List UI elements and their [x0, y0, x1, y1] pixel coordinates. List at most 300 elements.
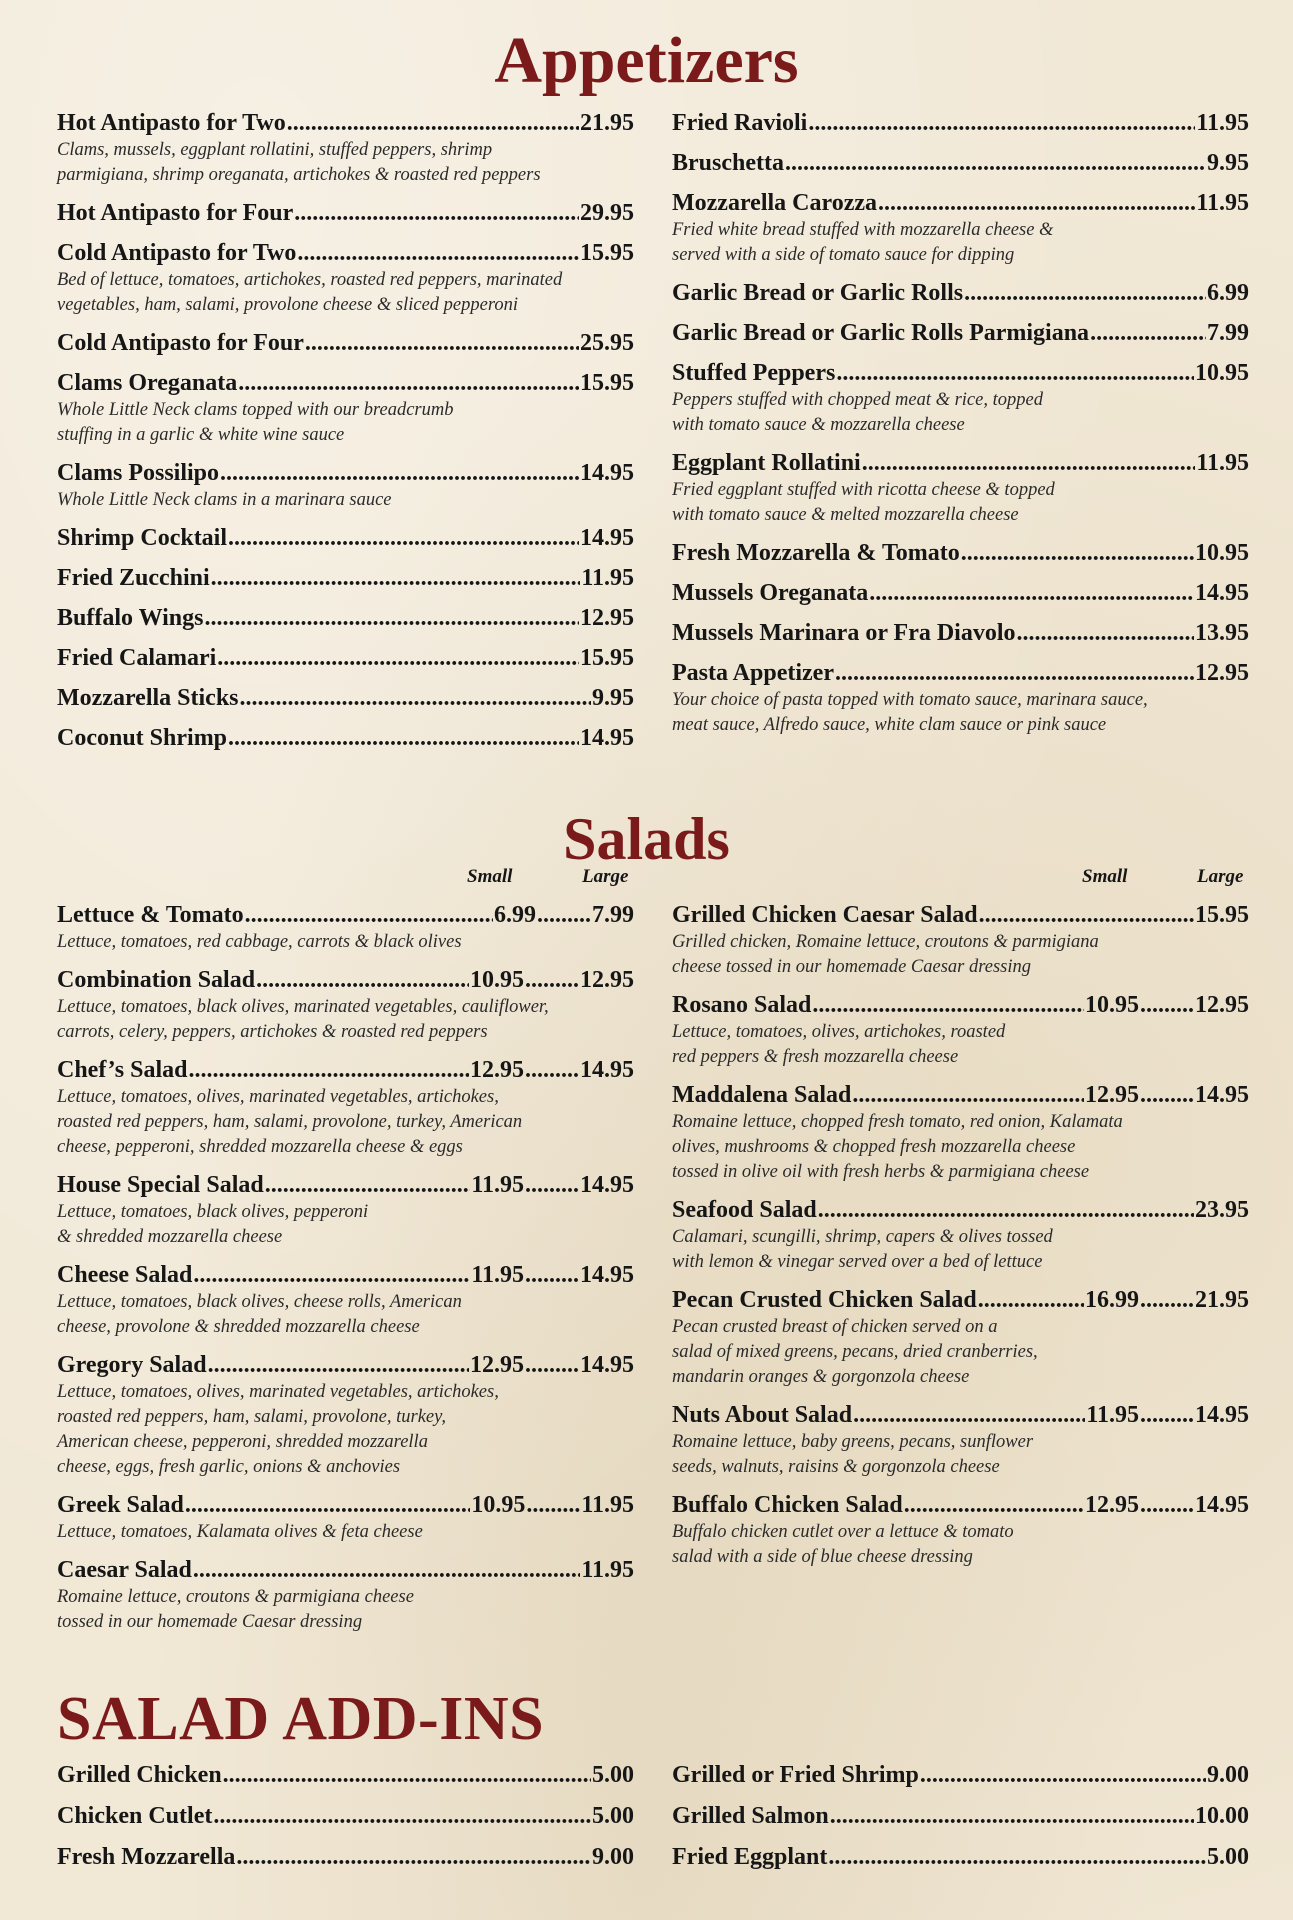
price-small: 10.95 [471, 1492, 526, 1518]
appetizers-heading: Appetizers [494, 24, 799, 97]
dot-leader [526, 1490, 580, 1520]
dot-leader [852, 1080, 1084, 1110]
dot-leader [828, 1842, 1206, 1872]
item-price: 9.95 [592, 685, 634, 711]
item-description: roasted red peppers, ham, salami, provolone, turkey, [57, 1407, 446, 1427]
item-name: Chicken Cutlet [57, 1803, 213, 1829]
addins-right-column [672, 1760, 1249, 1883]
dot-leader [240, 683, 591, 713]
item-name: Garlic Bread or Garlic Rolls [672, 280, 964, 306]
item-description: Buffalo chicken cutlet over a lettuce & tomato [672, 1522, 1014, 1542]
menu-item-row [57, 1260, 634, 1290]
item-description: Peppers stuffed with chopped meat & rice, topped [672, 390, 1043, 410]
item-name: Gregory Salad [57, 1352, 207, 1378]
dot-leader [1140, 1490, 1194, 1520]
menu-item-row [57, 368, 634, 398]
item-price: 12.95 [580, 605, 634, 631]
item-description: mandarin oranges & gorgonzola cheese [672, 1367, 970, 1387]
item-name: House Special Salad [57, 1172, 264, 1198]
item-price: 21.95 [580, 110, 634, 136]
item-price: 6.99 [1207, 280, 1249, 306]
menu-item-row [672, 318, 1249, 348]
salad-addins-heading: SALAD ADD-INS [57, 1685, 545, 1753]
item-description: Grilled chicken, Romaine lettuce, croutons & parmigiana [672, 932, 1099, 952]
item-name: Chef’s Salad [57, 1057, 188, 1083]
menu-item-mozzarella-sticks [57, 683, 634, 713]
item-name: Lettuce & Tomato [57, 902, 244, 928]
dot-leader [818, 1195, 1194, 1225]
item-price: 15.95 [580, 645, 634, 671]
item-description: roasted red peppers, ham, salami, provolone, turkey, American [57, 1112, 523, 1132]
price-large: 12.95 [1195, 992, 1249, 1018]
item-name: Bruschetta [672, 150, 784, 176]
item-description: stuffing in a garlic & white wine sauce [57, 425, 345, 445]
item-name: Grilled Chicken [57, 1762, 222, 1788]
dot-leader [256, 965, 469, 995]
menu-item-row [672, 1080, 1249, 1110]
item-name: Mussels Oreganata [672, 580, 869, 606]
item-description: Lettuce, tomatoes, black olives, marinated vegetables, cauliflower, [57, 997, 549, 1017]
menu-item-row [672, 448, 1249, 478]
dot-leader [853, 1400, 1085, 1430]
menu-item-pecan-crusted-chicken-salad [672, 1285, 1249, 1390]
menu-item-grilled-chicken-caesar-salad [672, 900, 1249, 980]
item-name: Pecan Crusted Chicken Salad [672, 1287, 977, 1313]
item-name: Seafood Salad [672, 1197, 817, 1223]
menu-item-rosano-salad [672, 990, 1249, 1070]
size-header-large-right: Large [1197, 866, 1244, 887]
menu-item-grilled-chicken [57, 1760, 634, 1790]
menu-item-row [57, 1170, 634, 1200]
item-description: Romaine lettuce, baby greens, pecans, sunflower [672, 1432, 1034, 1452]
menu-item-clams-oreganata [57, 368, 634, 448]
item-description: cheese, provolone & shredded mozzarella cheese [57, 1317, 420, 1337]
item-price: 12.95 [1195, 660, 1249, 686]
item-description: Fried eggplant stuffed with ricotta cheese & topped [672, 480, 1055, 500]
dot-leader [525, 1350, 579, 1380]
item-price: 10.95 [1195, 540, 1249, 566]
item-price: 15.95 [580, 370, 634, 396]
item-description: meat sauce, Alfredo sauce, white clam sauce or pink sauce [672, 715, 1107, 735]
menu-item-chicken-cutlet [57, 1801, 634, 1831]
item-name: Garlic Bread or Garlic Rolls Parmigiana [672, 320, 1090, 346]
dot-leader [211, 563, 581, 593]
menu-item-row [57, 1760, 634, 1790]
price-large: 11.95 [581, 1492, 634, 1518]
menu-item-combination-salad [57, 965, 634, 1045]
item-description: Fried white bread stuffed with mozzarella cheese & [672, 220, 1054, 240]
dot-leader [1140, 1080, 1194, 1110]
item-name: Cheese Salad [57, 1262, 193, 1288]
dot-leader [1140, 990, 1194, 1020]
menu-item-row [57, 328, 634, 358]
item-price: 7.99 [1207, 320, 1249, 346]
menu-item-row [672, 1285, 1249, 1315]
item-description: vegetables, ham, salami, provolone cheese & sliced pepperoni [57, 295, 519, 315]
menu-item-row [672, 1760, 1249, 1790]
menu-item-greek-salad [57, 1490, 634, 1545]
price-large: 14.95 [580, 1057, 634, 1083]
item-price: 5.00 [1207, 1844, 1249, 1870]
item-name: Greek Salad [57, 1492, 184, 1518]
dot-leader [537, 900, 591, 930]
menu-item-row [57, 458, 634, 488]
item-description: with tomato sauce & melted mozzarella cheese [672, 505, 1019, 525]
item-name: Stuffed Peppers [672, 360, 836, 386]
item-name: Grilled Salmon [672, 1803, 829, 1829]
item-description: Lettuce, tomatoes, olives, marinated vegetables, artichokes, [57, 1382, 499, 1402]
item-description: served with a side of tomato sauce for dipping [672, 245, 1015, 265]
dot-leader [525, 965, 579, 995]
dot-leader [808, 108, 1195, 138]
price-small: 16.99 [1085, 1287, 1139, 1313]
menu-item-grilled-salmon [672, 1801, 1249, 1831]
appetizers-right-column [672, 108, 1249, 748]
dot-leader [265, 1170, 471, 1200]
dot-leader [188, 1055, 469, 1085]
item-description: Bed of lettuce, tomatoes, artichokes, roasted red peppers, marinated [57, 270, 563, 290]
item-description: tossed in our homemade Caesar dressing [57, 1612, 363, 1632]
menu-item-row [672, 278, 1249, 308]
item-description: Lettuce, tomatoes, olives, artichokes, roasted [672, 1022, 1006, 1042]
menu-item-row [57, 523, 634, 553]
dot-leader [869, 578, 1194, 608]
appetizers-left-column [57, 108, 634, 763]
menu-item-cold-antipasto-for-two [57, 238, 634, 318]
price-small: 12.95 [470, 1057, 524, 1083]
item-description: cheese, eggs, fresh garlic, onions & anchovies [57, 1457, 401, 1477]
menu-item-stuffed-peppers [672, 358, 1249, 438]
dot-leader [525, 1055, 579, 1085]
addins-left-column [57, 1760, 634, 1883]
item-name: Fresh Mozzarella & Tomato [672, 540, 960, 566]
menu-item-fresh-mozzarella [57, 1842, 634, 1872]
menu-item-cold-antipasto-for-four [57, 328, 634, 358]
dot-leader [978, 1285, 1084, 1315]
menu-item-pasta-appetizer [672, 658, 1249, 738]
menu-item-fried-eggplant [672, 1842, 1249, 1872]
price-large: 14.95 [580, 1172, 634, 1198]
salads-right-column [672, 900, 1249, 1580]
menu-item-row [672, 148, 1249, 178]
dot-leader [287, 108, 579, 138]
dot-leader [964, 278, 1206, 308]
price-small: 12.95 [470, 1352, 524, 1378]
menu-item-caesar-salad [57, 1555, 634, 1635]
dot-leader [205, 603, 580, 633]
menu-item-chef-s-salad [57, 1055, 634, 1160]
item-name: Nuts About Salad [672, 1402, 853, 1428]
size-header-large-left: Large [582, 866, 629, 887]
item-name: Rosano Salad [672, 992, 812, 1018]
menu-item-row [57, 1350, 634, 1380]
item-price: 29.95 [580, 200, 634, 226]
price-small: 10.95 [470, 967, 524, 993]
item-name: Combination Salad [57, 967, 256, 993]
item-description: red peppers & fresh mozzarella cheese [672, 1047, 959, 1067]
menu-item-coconut-shrimp [57, 723, 634, 753]
item-name: Pasta Appetizer [672, 660, 834, 686]
item-description: Pecan crusted breast of chicken served on a [672, 1317, 998, 1337]
item-price: 10.95 [1195, 360, 1249, 386]
item-description: Whole Little Neck clams in a marinara sauce [57, 490, 392, 510]
item-price: 9.00 [1207, 1762, 1249, 1788]
menu-item-clams-possilipo [57, 458, 634, 513]
dot-leader [525, 1170, 579, 1200]
dot-leader [525, 1260, 579, 1290]
price-large: 23.95 [1195, 1197, 1249, 1223]
menu-item-cheese-salad [57, 1260, 634, 1340]
menu-item-row [672, 1490, 1249, 1520]
item-description: seeds, walnuts, raisins & gorgonzola cheese [672, 1457, 1000, 1477]
item-price: 9.00 [592, 1844, 634, 1870]
item-description: salad of mixed greens, pecans, dried cranberries, [672, 1342, 1038, 1362]
dot-leader [223, 1760, 591, 1790]
item-name: Shrimp Cocktail [57, 525, 228, 551]
item-name: Coconut Shrimp [57, 725, 228, 751]
dot-leader [1090, 318, 1206, 348]
item-description: salad with a side of blue cheese dressing [672, 1547, 973, 1567]
dot-leader [297, 238, 579, 268]
menu-item-eggplant-rollatini [672, 448, 1249, 528]
item-name: Clams Possilipo [57, 460, 220, 486]
menu-item-row [57, 198, 634, 228]
dot-leader [236, 1842, 591, 1872]
item-description: Lettuce, tomatoes, black olives, cheese rolls, American [57, 1292, 462, 1312]
menu-item-mussels-oreganata [672, 578, 1249, 608]
price-small: 11.95 [471, 1262, 524, 1288]
menu-item-row [672, 990, 1249, 1020]
item-description: Lettuce, tomatoes, red cabbage, carrots & black olives [57, 932, 462, 952]
menu-item-mozzarella-carozza [672, 188, 1249, 268]
menu-item-fried-calamari [57, 643, 634, 673]
menu-item-row [57, 603, 634, 633]
menu-item-hot-antipasto-for-two [57, 108, 634, 188]
item-description: Lettuce, tomatoes, olives, marinated vegetables, artichokes, [57, 1087, 499, 1107]
size-header-small-right: Small [1082, 866, 1128, 887]
menu-item-row [57, 1055, 634, 1085]
price-large: 14.95 [580, 1352, 634, 1378]
menu-item-seafood-salad [672, 1195, 1249, 1275]
item-name: Mussels Marinara or Fra Diavolo [672, 620, 1016, 646]
item-price: 13.95 [1195, 620, 1249, 646]
menu-item-row [57, 108, 634, 138]
menu-item-grilled-or-fried-shrimp [672, 1760, 1249, 1790]
salads-heading: Salads [563, 806, 730, 872]
dot-leader [217, 643, 579, 673]
menu-item-fried-zucchini [57, 563, 634, 593]
item-name: Clams Oreganata [57, 370, 238, 396]
dot-leader [185, 1490, 470, 1520]
menu-item-maddalena-salad [672, 1080, 1249, 1185]
dot-leader [836, 358, 1194, 388]
item-name: Buffalo Wings [57, 605, 204, 631]
item-description: Clams, mussels, eggplant rollatini, stuffed peppers, shrimp [57, 140, 493, 160]
price-small: 12.95 [1085, 1082, 1139, 1108]
menu-item-row [672, 900, 1249, 930]
price-large: 14.95 [1195, 1402, 1249, 1428]
menu-item-bruschetta [672, 148, 1249, 178]
dot-leader [812, 990, 1084, 1020]
item-description: carrots, celery, peppers, artichokes & roasted red peppers [57, 1022, 488, 1042]
menu-item-row [672, 358, 1249, 388]
salads-left-column [57, 900, 634, 1645]
menu-item-row [57, 965, 634, 995]
price-large: 14.95 [1195, 1492, 1249, 1518]
price-small: 12.95 [1085, 1492, 1139, 1518]
dot-leader [228, 523, 579, 553]
menu-item-gregory-salad [57, 1350, 634, 1480]
item-price: 14.95 [580, 725, 634, 751]
dot-leader [878, 188, 1195, 218]
item-description: Romaine lettuce, chopped fresh tomato, red onion, Kalamata [672, 1112, 1123, 1132]
item-description: Calamari, scungilli, shrimp, capers & olives tossed [672, 1227, 1053, 1247]
size-header-small-left: Small [467, 866, 513, 887]
price-small: 6.99 [494, 902, 536, 928]
item-description: Your choice of pasta topped with tomato sauce, marinara sauce, [672, 690, 1148, 710]
menu-item-garlic-bread-or-garlic-rolls-parmigiana [672, 318, 1249, 348]
menu-item-fried-ravioli [672, 108, 1249, 138]
menu-item-mussels-marinara-or-fra-diavolo [672, 618, 1249, 648]
item-price: 14.95 [580, 525, 634, 551]
item-name: Caesar Salad [57, 1557, 192, 1583]
dot-leader [979, 900, 1194, 930]
item-description: & shredded mozzarella cheese [57, 1227, 283, 1247]
menu-item-buffalo-wings [57, 603, 634, 633]
item-price: 14.95 [1195, 580, 1249, 606]
menu-item-hot-antipasto-for-four [57, 198, 634, 228]
menu-item-row [672, 578, 1249, 608]
menu-item-row [672, 538, 1249, 568]
item-name: Fried Eggplant [672, 1844, 828, 1870]
item-description: Romaine lettuce, croutons & parmigiana cheese [57, 1587, 414, 1607]
dot-leader [785, 148, 1206, 178]
price-small: 11.95 [1086, 1402, 1139, 1428]
item-description: Whole Little Neck clams topped with our breadcrumb [57, 400, 454, 420]
menu-item-nuts-about-salad [672, 1400, 1249, 1480]
menu-item-row [57, 563, 634, 593]
item-description: parmigiana, shrimp oreganata, artichokes & roasted red peppers [57, 165, 541, 185]
menu-item-row [57, 900, 634, 930]
price-large: 14.95 [1195, 1082, 1249, 1108]
price-large: 14.95 [580, 1262, 634, 1288]
item-name: Fried Ravioli [672, 110, 808, 136]
price-large: 7.99 [592, 902, 634, 928]
menu-item-garlic-bread-or-garlic-rolls [672, 278, 1249, 308]
dot-leader [294, 198, 579, 228]
price-large: 12.95 [580, 967, 634, 993]
dot-leader [835, 658, 1194, 688]
menu-item-row [672, 188, 1249, 218]
dot-leader [1017, 618, 1194, 648]
item-description: with lemon & vinegar served over a bed of lettuce [672, 1252, 1043, 1272]
menu-item-row [672, 658, 1249, 688]
item-price: 25.95 [580, 330, 634, 356]
dot-leader [862, 448, 1196, 478]
item-name: Fried Calamari [57, 645, 217, 671]
item-price: 15.95 [580, 240, 634, 266]
dot-leader [220, 458, 579, 488]
item-price: 14.95 [580, 460, 634, 486]
price-small: 10.95 [1085, 992, 1139, 1018]
dot-leader [961, 538, 1194, 568]
dot-leader [920, 1760, 1206, 1790]
menu-item-row [57, 238, 634, 268]
item-name: Fried Zucchini [57, 565, 210, 591]
dot-leader [305, 328, 579, 358]
item-description: Lettuce, tomatoes, black olives, pepperoni [57, 1202, 369, 1222]
item-price: 11.95 [1196, 450, 1249, 476]
menu-item-row [672, 1842, 1249, 1872]
item-price: 9.95 [1207, 150, 1249, 176]
item-name: Mozzarella Sticks [57, 685, 239, 711]
item-name: Hot Antipasto for Two [57, 110, 286, 136]
item-name: Fresh Mozzarella [57, 1844, 236, 1870]
menu-item-lettuce-tomato [57, 900, 634, 955]
price-large: 15.95 [1195, 902, 1249, 928]
menu-item-row [57, 1490, 634, 1520]
item-description: Lettuce, tomatoes, Kalamata olives & feta cheese [57, 1522, 423, 1542]
item-description: American cheese, pepperoni, shredded mozzarella [57, 1432, 428, 1452]
item-price: 10.00 [1195, 1803, 1249, 1829]
item-description: cheese, pepperoni, shredded mozzarella cheese & eggs [57, 1137, 463, 1157]
menu-item-shrimp-cocktail [57, 523, 634, 553]
dot-leader [228, 723, 579, 753]
item-name: Buffalo Chicken Salad [672, 1492, 903, 1518]
item-price: 5.00 [592, 1762, 634, 1788]
menu-item-buffalo-chicken-salad [672, 1490, 1249, 1570]
menu-item-row [672, 108, 1249, 138]
item-price: 11.95 [1196, 110, 1249, 136]
dot-leader [193, 1555, 580, 1585]
price-large: 11.95 [581, 1557, 634, 1583]
dot-leader [904, 1490, 1084, 1520]
dot-leader [208, 1350, 469, 1380]
dot-leader [213, 1801, 591, 1831]
dot-leader [193, 1260, 470, 1290]
item-name: Grilled Chicken Caesar Salad [672, 902, 978, 928]
item-name: Eggplant Rollatini [672, 450, 861, 476]
item-price: 5.00 [592, 1803, 634, 1829]
menu-item-row [57, 683, 634, 713]
item-name: Cold Antipasto for Four [57, 330, 304, 356]
menu-item-row [672, 1801, 1249, 1831]
dot-leader [238, 368, 579, 398]
item-name: Cold Antipasto for Two [57, 240, 297, 266]
dot-leader [830, 1801, 1194, 1831]
item-description: cheese tossed in our homemade Caesar dressing [672, 957, 1031, 977]
menu-item-row [57, 723, 634, 753]
menu-item-row [57, 643, 634, 673]
item-description: tossed in olive oil with fresh herbs & parmigiana cheese [672, 1162, 1090, 1182]
menu-item-row [57, 1842, 634, 1872]
dot-leader [1140, 1400, 1194, 1430]
item-description: with tomato sauce & mozzarella cheese [672, 415, 965, 435]
item-name: Maddalena Salad [672, 1082, 852, 1108]
item-name: Hot Antipasto for Four [57, 200, 294, 226]
menu-item-house-special-salad [57, 1170, 634, 1250]
price-small: 11.95 [471, 1172, 524, 1198]
menu-item-row [672, 1195, 1249, 1225]
item-price: 11.95 [1196, 190, 1249, 216]
dot-leader [245, 900, 493, 930]
menu-item-row [672, 618, 1249, 648]
price-large: 21.95 [1195, 1287, 1249, 1313]
menu-item-row [57, 1555, 634, 1585]
item-name: Grilled or Fried Shrimp [672, 1762, 919, 1788]
dot-leader [1140, 1285, 1194, 1315]
item-name: Mozzarella Carozza [672, 190, 878, 216]
